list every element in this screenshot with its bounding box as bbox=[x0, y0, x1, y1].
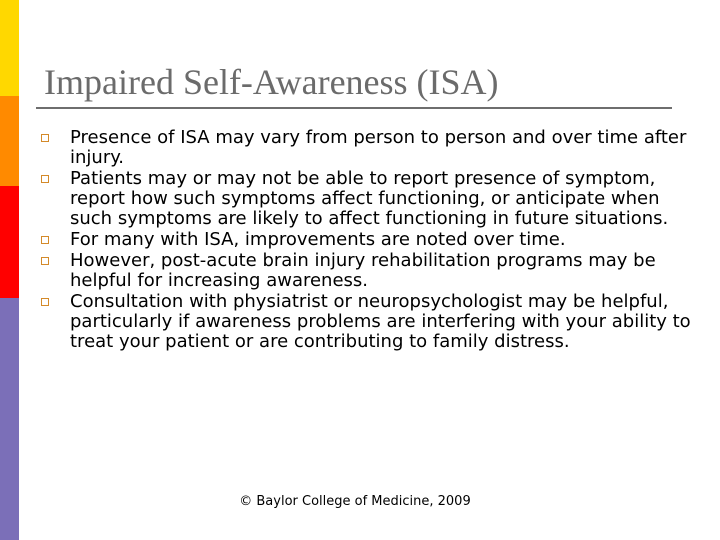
side-bar-yellow-segment bbox=[0, 0, 19, 96]
slide-title: Impaired Self-Awareness (ISA) bbox=[44, 62, 499, 102]
bullet-item bbox=[40, 128, 705, 168]
hollow-square-icon bbox=[41, 298, 49, 306]
copyright-footer: © Baylor College of Medicine, 2009 bbox=[239, 494, 471, 509]
side-color-bar bbox=[0, 0, 19, 540]
bullet-item bbox=[40, 251, 705, 291]
bullet-text: Patients may or may not be able to report presence of symptom, report how such symptoms affect functioning, or anticipate when such symptoms are likely to affect functioning in future situations. bbox=[70, 168, 669, 229]
bullet-item bbox=[40, 292, 705, 352]
side-bar-red-segment bbox=[0, 186, 19, 298]
hollow-square-icon bbox=[41, 257, 49, 265]
hollow-square-icon bbox=[41, 134, 49, 142]
bullet-item bbox=[40, 230, 705, 250]
bullet-text: For many with ISA, improvements are noted over time. bbox=[70, 229, 566, 250]
bullet-text: However, post-acute brain injury rehabilitation programs may be helpful for increasing awareness. bbox=[70, 250, 656, 291]
side-bar-orange-segment bbox=[0, 96, 19, 186]
bullet-text: Presence of ISA may vary from person to person and over time after injury. bbox=[70, 127, 687, 168]
hollow-square-icon bbox=[41, 175, 49, 183]
hollow-square-icon bbox=[41, 236, 49, 244]
bullet-text: Consultation with physiatrist or neuropsychologist may be helpful, particularly if awareness problems are interfering with your ability to treat your patient or are contributing to family distress. bbox=[70, 291, 691, 352]
bullet-list bbox=[40, 128, 705, 353]
bullet-item bbox=[40, 169, 705, 229]
title-underline bbox=[36, 107, 672, 109]
